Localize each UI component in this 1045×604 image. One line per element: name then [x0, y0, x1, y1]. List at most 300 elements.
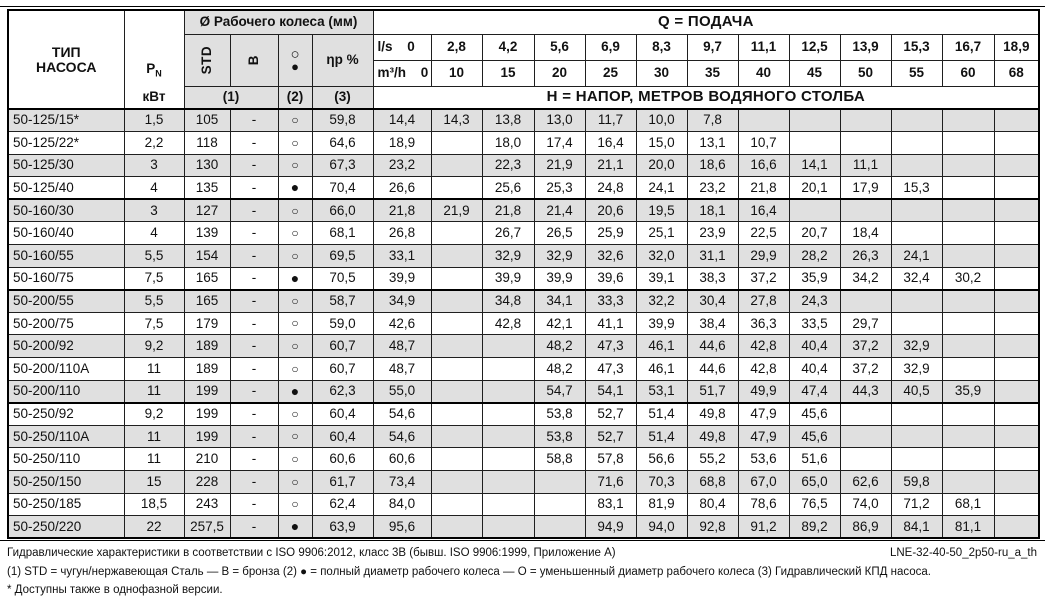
- head-cell: [840, 448, 891, 471]
- table-row: [8, 403, 1039, 426]
- pump-type-cell: 50-160/40: [8, 222, 124, 245]
- head-cell: [994, 132, 1039, 155]
- head-cell: [942, 358, 994, 381]
- efficiency-cell: 64,6: [312, 132, 373, 155]
- std-column-header: STD: [184, 34, 230, 86]
- head-cell: 53,6: [738, 448, 789, 471]
- head-cell: 38,4: [687, 312, 738, 335]
- efficiency-cell: 70,5: [312, 267, 373, 290]
- head-cell: 41,1: [585, 312, 636, 335]
- head-cell: [891, 109, 942, 132]
- pump-type-cell: 50-125/15*: [8, 109, 124, 132]
- head-cell: [994, 471, 1039, 494]
- head-cell: 28,2: [789, 245, 840, 268]
- impeller-diameter-header: Ø Рабочего колеса (мм): [184, 10, 373, 34]
- head-cell: [840, 109, 891, 132]
- table-row: [8, 245, 1039, 268]
- head-cell: [994, 245, 1039, 268]
- head-cell: [891, 403, 942, 426]
- efficiency-header: ηp %: [312, 34, 373, 86]
- diameter-symbol-cell: ○: [278, 132, 312, 155]
- bronze-cell: -: [230, 471, 278, 494]
- head-cell: 32,0: [636, 245, 687, 268]
- power-cell: 22: [124, 516, 184, 539]
- footer-single-phase-note: * Доступны также в однофазной версии.: [7, 584, 223, 597]
- head-cell: 51,4: [636, 425, 687, 448]
- head-cell: [534, 471, 585, 494]
- head-cell: 14,4: [373, 109, 431, 132]
- diameter-symbol-cell: ○: [278, 199, 312, 222]
- head-cell: 32,9: [482, 245, 534, 268]
- pump-type-cell: 50-200/110: [8, 380, 124, 403]
- head-cell: 40,4: [789, 358, 840, 381]
- head-cell: 81,1: [942, 516, 994, 539]
- std-diameter-cell: 189: [184, 335, 230, 358]
- power-cell: 3: [124, 154, 184, 177]
- head-cell: [840, 425, 891, 448]
- head-cell: 21,4: [534, 199, 585, 222]
- pump-type-cell: 50-125/30: [8, 154, 124, 177]
- head-cell: [789, 199, 840, 222]
- bronze-cell: -: [230, 109, 278, 132]
- page-top-rule: [0, 6, 1045, 7]
- head-cell: 34,8: [482, 290, 534, 313]
- head-cell: 13,1: [687, 132, 738, 155]
- power-header: [124, 10, 184, 109]
- head-cell: 89,2: [789, 516, 840, 539]
- head-cell: 13,0: [534, 109, 585, 132]
- flow-title: Q = ПОДАЧА: [373, 10, 1039, 34]
- head-cell: [891, 448, 942, 471]
- pump-type-cell: 50-200/55: [8, 290, 124, 313]
- head-cell: 81,9: [636, 493, 687, 516]
- head-cell: [482, 471, 534, 494]
- head-cell: [482, 335, 534, 358]
- head-cell: 54,6: [373, 403, 431, 426]
- head-cell: 37,2: [738, 267, 789, 290]
- diameter-symbol-cell: ○: [278, 222, 312, 245]
- head-cell: 25,3: [534, 177, 585, 200]
- bronze-cell: -: [230, 245, 278, 268]
- std-diameter-cell: 199: [184, 425, 230, 448]
- head-cell: 54,1: [585, 380, 636, 403]
- head-cell: 26,7: [482, 222, 534, 245]
- head-cell: [840, 290, 891, 313]
- power-cell: 1,5: [124, 109, 184, 132]
- table-row: [8, 290, 1039, 313]
- head-cell: 70,3: [636, 471, 687, 494]
- std-diameter-cell: 139: [184, 222, 230, 245]
- diameter-symbol-cell: ○: [278, 493, 312, 516]
- head-cell: [431, 471, 482, 494]
- flow-m3h-value: 25: [585, 60, 636, 86]
- head-cell: 54,7: [534, 380, 585, 403]
- diameter-symbol-cell: ●: [278, 380, 312, 403]
- power-unit-label: кВт: [142, 88, 166, 104]
- head-cell: 83,1: [585, 493, 636, 516]
- bronze-cell: -: [230, 335, 278, 358]
- flow-m3h-value: 60: [942, 60, 994, 86]
- std-diameter-cell: 199: [184, 380, 230, 403]
- head-cell: 22,3: [482, 154, 534, 177]
- head-cell: [840, 403, 891, 426]
- head-cell: 49,9: [738, 380, 789, 403]
- bronze-cell: -: [230, 290, 278, 313]
- head-cell: 68,1: [942, 493, 994, 516]
- efficiency-cell: 62,3: [312, 380, 373, 403]
- head-cell: 42,8: [738, 358, 789, 381]
- power-cell: 9,2: [124, 403, 184, 426]
- head-cell: 48,7: [373, 335, 431, 358]
- power-cell: 11: [124, 448, 184, 471]
- head-cell: 52,7: [585, 403, 636, 426]
- std-diameter-cell: 154: [184, 245, 230, 268]
- head-cell: 34,9: [373, 290, 431, 313]
- head-cell: 78,6: [738, 493, 789, 516]
- table-row: [8, 222, 1039, 245]
- head-cell: 26,6: [373, 177, 431, 200]
- head-cell: [994, 290, 1039, 313]
- pump-type-cell: 50-160/55: [8, 245, 124, 268]
- std-diameter-cell: 179: [184, 312, 230, 335]
- head-cell: 14,1: [789, 154, 840, 177]
- head-cell: 49,8: [687, 425, 738, 448]
- head-cell: 53,1: [636, 380, 687, 403]
- efficiency-cell: 60,7: [312, 335, 373, 358]
- head-cell: 51,7: [687, 380, 738, 403]
- head-cell: [942, 199, 994, 222]
- head-cell: [431, 245, 482, 268]
- head-cell: 42,8: [482, 312, 534, 335]
- head-cell: [431, 425, 482, 448]
- head-cell: [431, 380, 482, 403]
- head-cell: [431, 267, 482, 290]
- head-cell: 24,8: [585, 177, 636, 200]
- bronze-cell: -: [230, 312, 278, 335]
- head-cell: [994, 177, 1039, 200]
- std-diameter-cell: 165: [184, 267, 230, 290]
- head-cell: [431, 290, 482, 313]
- bronze-cell: -: [230, 403, 278, 426]
- head-cell: 95,6: [373, 516, 431, 539]
- head-cell: 16,4: [585, 132, 636, 155]
- std-diameter-cell: 243: [184, 493, 230, 516]
- std-diameter-cell: 228: [184, 471, 230, 494]
- head-cell: 55,2: [687, 448, 738, 471]
- bronze-cell: -: [230, 448, 278, 471]
- head-cell: 47,3: [585, 358, 636, 381]
- std-diameter-cell: 165: [184, 290, 230, 313]
- head-cell: 21,1: [585, 154, 636, 177]
- pump-type-cell: 50-160/75: [8, 267, 124, 290]
- head-cell: 29,7: [840, 312, 891, 335]
- diameter-symbol-cell: ○: [278, 425, 312, 448]
- head-cell: 42,6: [373, 312, 431, 335]
- note-1-label: (1): [184, 86, 278, 109]
- head-cell: 15,3: [891, 177, 942, 200]
- pump-type-header: [8, 10, 124, 109]
- bronze-cell: -: [230, 154, 278, 177]
- power-cell: 15: [124, 471, 184, 494]
- diameter-symbol-cell: ○: [278, 109, 312, 132]
- head-cell: 18,6: [687, 154, 738, 177]
- flow-ls-value: 15,3: [891, 34, 942, 60]
- head-cell: 39,9: [482, 267, 534, 290]
- power-cell: 4: [124, 177, 184, 200]
- pump-type-cell: 50-125/22*: [8, 132, 124, 155]
- efficiency-cell: 67,3: [312, 154, 373, 177]
- head-cell: [942, 403, 994, 426]
- flow-m3h-value: 50: [840, 60, 891, 86]
- head-cell: 20,6: [585, 199, 636, 222]
- pump-type-cell: 50-250/92: [8, 403, 124, 426]
- head-cell: [942, 312, 994, 335]
- head-cell: [942, 290, 994, 313]
- table-row: [8, 312, 1039, 335]
- head-cell: 47,9: [738, 403, 789, 426]
- head-cell: [994, 516, 1039, 539]
- head-cell: 42,8: [738, 335, 789, 358]
- head-cell: 30,4: [687, 290, 738, 313]
- head-cell: [431, 312, 482, 335]
- efficiency-cell: 69,5: [312, 245, 373, 268]
- head-cell: 24,3: [789, 290, 840, 313]
- head-cell: 21,8: [738, 177, 789, 200]
- head-cell: 62,6: [840, 471, 891, 494]
- head-cell: 20,7: [789, 222, 840, 245]
- head-cell: 32,9: [534, 245, 585, 268]
- flow-m3h-value: 45: [789, 60, 840, 86]
- head-cell: [891, 312, 942, 335]
- table-row: [8, 448, 1039, 471]
- head-cell: [994, 312, 1039, 335]
- table-row: [8, 493, 1039, 516]
- head-cell: 55,0: [373, 380, 431, 403]
- head-cell: 24,1: [636, 177, 687, 200]
- flow-ls-first-cell: [373, 34, 431, 60]
- diameter-symbol-cell: ○: [278, 154, 312, 177]
- flow-ls-value: 18,9: [994, 34, 1039, 60]
- pump-data-table: [7, 9, 1040, 539]
- head-cell: [994, 448, 1039, 471]
- head-cell: 47,3: [585, 335, 636, 358]
- head-cell: [431, 493, 482, 516]
- head-cell: [942, 425, 994, 448]
- head-cell: 25,1: [636, 222, 687, 245]
- head-cell: [534, 493, 585, 516]
- diameter-symbol-cell: ●: [278, 267, 312, 290]
- std-diameter-cell: 257,5: [184, 516, 230, 539]
- head-cell: 44,3: [840, 380, 891, 403]
- efficiency-cell: 60,4: [312, 403, 373, 426]
- head-cell: 39,1: [636, 267, 687, 290]
- head-cell: 45,6: [789, 403, 840, 426]
- head-cell: 21,9: [431, 199, 482, 222]
- pump-type-cell: 50-250/110: [8, 448, 124, 471]
- head-cell: 27,8: [738, 290, 789, 313]
- head-cell: 23,2: [687, 177, 738, 200]
- diameter-symbol-header: [278, 34, 312, 86]
- pump-type-cell: 50-200/75: [8, 312, 124, 335]
- head-cell: [482, 516, 534, 539]
- head-cell: [994, 380, 1039, 403]
- head-cell: 21,8: [482, 199, 534, 222]
- head-cell: 38,3: [687, 267, 738, 290]
- pump-type-cell: 50-250/185: [8, 493, 124, 516]
- ls-unit-label: l/s: [377, 38, 393, 54]
- head-cell: [891, 199, 942, 222]
- head-cell: 67,0: [738, 471, 789, 494]
- head-cell: 33,5: [789, 312, 840, 335]
- head-cell: 54,6: [373, 425, 431, 448]
- head-cell: 59,8: [891, 471, 942, 494]
- head-cell: 51,6: [789, 448, 840, 471]
- head-cell: [738, 109, 789, 132]
- head-cell: 32,6: [585, 245, 636, 268]
- head-cell: 24,1: [891, 245, 942, 268]
- head-cell: [994, 109, 1039, 132]
- power-cell: 2,2: [124, 132, 184, 155]
- head-cell: 48,2: [534, 358, 585, 381]
- bronze-cell: -: [230, 425, 278, 448]
- head-cell: [891, 132, 942, 155]
- head-cell: [891, 154, 942, 177]
- head-cell: 92,8: [687, 516, 738, 539]
- head-cell: 47,4: [789, 380, 840, 403]
- head-cell: 84,1: [891, 516, 942, 539]
- pump-type-cell: 50-250/220: [8, 516, 124, 539]
- head-cell: [891, 290, 942, 313]
- head-cell: [942, 335, 994, 358]
- head-cell: 60,6: [373, 448, 431, 471]
- bronze-cell: -: [230, 380, 278, 403]
- head-cell: 32,9: [891, 335, 942, 358]
- pump-type-header-line1: ТИП: [51, 43, 81, 60]
- head-cell: 32,9: [891, 358, 942, 381]
- head-cell: 74,0: [840, 493, 891, 516]
- footer-iso-note: Гидравлические характеристики в соответствии с ISO 9906:2012, класс 3В (бывш. ISO 9906:1999, Приложение А): [7, 547, 616, 560]
- head-cell: 44,6: [687, 358, 738, 381]
- head-title: Н = НАПОР, МЕТРОВ ВОДЯНОГО СТОЛБА: [373, 86, 1039, 109]
- head-cell: [994, 358, 1039, 381]
- diameter-symbol-cell: ○: [278, 471, 312, 494]
- diameter-symbol-cell: ●: [278, 177, 312, 200]
- head-cell: 58,8: [534, 448, 585, 471]
- head-cell: 10,0: [636, 109, 687, 132]
- head-cell: 30,2: [942, 267, 994, 290]
- flow-ls-value: 4,2: [482, 34, 534, 60]
- head-cell: [789, 132, 840, 155]
- head-cell: [891, 425, 942, 448]
- head-cell: 26,5: [534, 222, 585, 245]
- power-cell: 11: [124, 425, 184, 448]
- power-cell: 7,5: [124, 267, 184, 290]
- diameter-symbol-cell: ●: [278, 516, 312, 539]
- head-cell: [431, 132, 482, 155]
- head-cell: 40,5: [891, 380, 942, 403]
- footer: [0, 541, 1045, 596]
- table-row: [8, 177, 1039, 200]
- flow-m3h-value: 40: [738, 60, 789, 86]
- head-cell: 25,6: [482, 177, 534, 200]
- head-cell: 46,1: [636, 335, 687, 358]
- head-cell: [482, 425, 534, 448]
- table-row: [8, 471, 1039, 494]
- pump-type-header-line2: НАСОСА: [36, 58, 97, 75]
- head-cell: 17,9: [840, 177, 891, 200]
- table-row: [8, 154, 1039, 177]
- flow-m3h-value: 30: [636, 60, 687, 86]
- head-cell: 33,1: [373, 245, 431, 268]
- head-cell: 26,3: [840, 245, 891, 268]
- power-cell: 5,5: [124, 245, 184, 268]
- power-cell: 11: [124, 358, 184, 381]
- head-cell: 23,9: [687, 222, 738, 245]
- table-row: [8, 516, 1039, 539]
- head-cell: [994, 425, 1039, 448]
- flow-ls-value: 11,1: [738, 34, 789, 60]
- head-cell: 18,4: [840, 222, 891, 245]
- head-cell: 86,9: [840, 516, 891, 539]
- head-cell: 25,9: [585, 222, 636, 245]
- table-row: [8, 358, 1039, 381]
- head-cell: [482, 380, 534, 403]
- head-cell: 68,8: [687, 471, 738, 494]
- diameter-symbol-cell: ○: [278, 290, 312, 313]
- head-cell: 91,2: [738, 516, 789, 539]
- bronze-cell: -: [230, 493, 278, 516]
- flow-m3h-value: 15: [482, 60, 534, 86]
- head-cell: 26,8: [373, 222, 431, 245]
- efficiency-cell: 60,7: [312, 358, 373, 381]
- head-cell: 11,7: [585, 109, 636, 132]
- head-cell: [482, 403, 534, 426]
- head-cell: 33,3: [585, 290, 636, 313]
- footer-doc-code: LNE-32-40-50_2p50-ru_a_th: [889, 547, 1037, 560]
- flow-ls-value: 16,7: [942, 34, 994, 60]
- efficiency-cell: 63,9: [312, 516, 373, 539]
- head-cell: [994, 222, 1039, 245]
- power-cell: 11: [124, 380, 184, 403]
- head-cell: [840, 199, 891, 222]
- flow-m3h-value: 68: [994, 60, 1039, 86]
- pump-type-cell: 50-250/110A: [8, 425, 124, 448]
- head-cell: 18,0: [482, 132, 534, 155]
- head-cell: 19,5: [636, 199, 687, 222]
- head-cell: 39,9: [534, 267, 585, 290]
- head-cell: 18,9: [373, 132, 431, 155]
- head-cell: 21,8: [373, 199, 431, 222]
- std-diameter-cell: 118: [184, 132, 230, 155]
- head-cell: [942, 109, 994, 132]
- flow-m3h-value: 10: [431, 60, 482, 86]
- pump-type-cell: 50-160/30: [8, 199, 124, 222]
- diameter-symbol-cell: ○: [278, 245, 312, 268]
- head-cell: 11,1: [840, 154, 891, 177]
- flow-ls-value: 5,6: [534, 34, 585, 60]
- diameter-symbol-cell: ○: [278, 448, 312, 471]
- head-cell: 21,9: [534, 154, 585, 177]
- table-row: [8, 335, 1039, 358]
- head-cell: [942, 471, 994, 494]
- head-cell: 36,3: [738, 312, 789, 335]
- power-cell: 9,2: [124, 335, 184, 358]
- head-cell: [942, 245, 994, 268]
- std-diameter-cell: 199: [184, 403, 230, 426]
- head-cell: 17,4: [534, 132, 585, 155]
- head-cell: 73,4: [373, 471, 431, 494]
- head-cell: [994, 199, 1039, 222]
